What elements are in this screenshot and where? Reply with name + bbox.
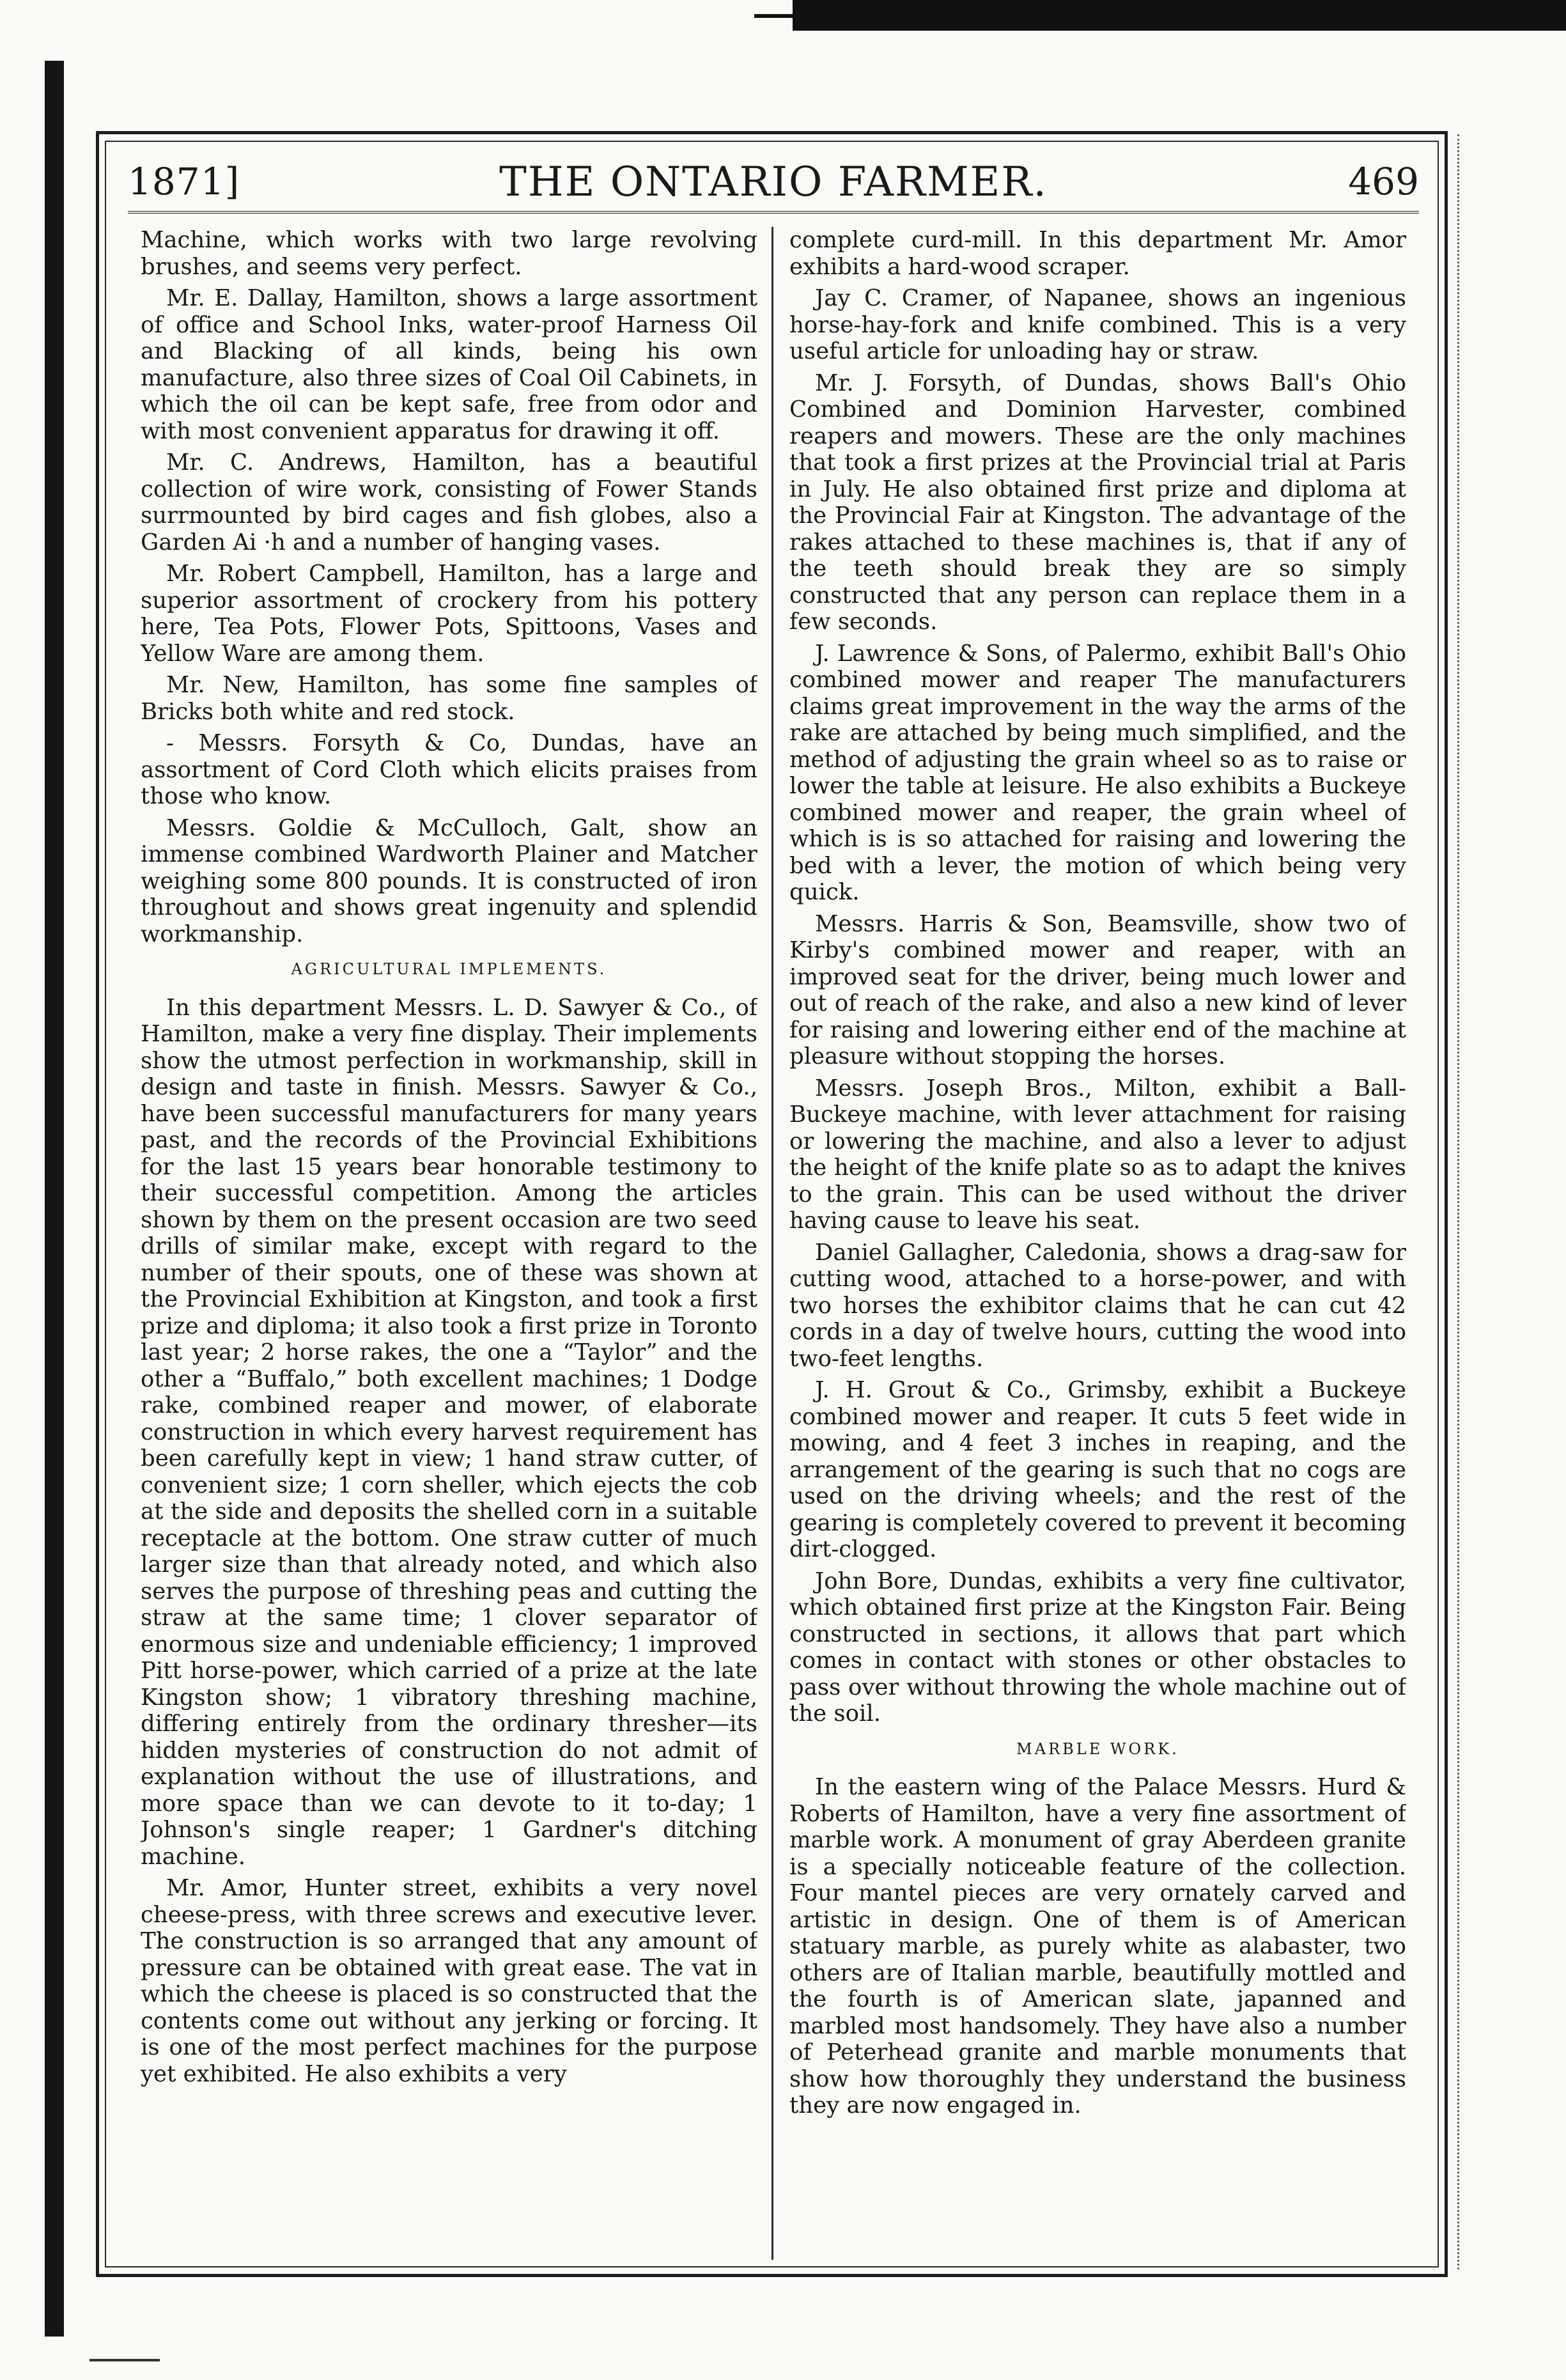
article-paragraph: J. Lawrence & Sons, of Palermo, exhibit Ball's Ohio combined mower and reaper The manufacturers claims great improvement in the way the arms of the rake are attached by being much simplified, and the method of adjusting the grain wheel so as to raise or lower the table at leisure. He also exhibits a Buckeye combined mower and reaper, the grain wheel of which is is so attached for raising and lowering the bed with a lever, the motion of which being very quick. [789,640,1406,905]
article-paragraph: Jay C. Cramer, of Napanee, shows an ingenious horse-hay-fork and knife combined. This is a very useful article for unloading hay or straw. [789,285,1406,364]
perforation-edge [1457,134,1467,2269]
article-paragraph: J. H. Grout & Co., Grimsby, exhibit a Buckeye combined mower and reaper. It cuts 5 feet wide in mowing, and 4 feet 3 inches in reaping, and the arrangement of the gearing is such that no cogs are used on the driving wheels; and the rest of the gearing is completely covered to prevent it becoming dirt-clogged. [789,1377,1406,1562]
section-heading-agricultural-implements: AGRICULTURAL IMPLEMENTS. [291,960,607,978]
article-paragraph: John Bore, Dundas, exhibits a very fine cultivator, which obtained first prize at the Kingston Fair. Being constructed in sections, it allows that part which comes in contact with stones or other obstacles to pass over without throwing the whole machine out of the soil. [789,1567,1406,1727]
article-paragraph: Messrs. Harris & Son, Beamsville, show two of Kirby's combined mower and reaper, with an improved seat for the driver, being much lower and out of reach of the rake, and also a new kind of lever for raising and lowering either end of the machine at pleasure without stopping the horses. [789,910,1406,1069]
article-paragraph: In the eastern wing of the Palace Messrs. Hurd & Roberts of Hamilton, have a very fine assortment of marble work. A monument of gray Aberdeen granite is a specially noticeable feature of the collection. Four mantel pieces are very ornately carved and artistic in design. One of them is of American statuary marble, as purely white as alabaster, two others are of Italian marble, beautifully mottled and the fourth is of American slate, japanned and marbled most handsomely. They have also a number of Peterhead granite and marble monuments that show how thoroughly they understand the business they are now engaged in. [789,1774,1406,2119]
article-paragraph: Daniel Gallagher, Caledonia, shows a drag-saw for cutting wood, attached to a horse-power, and with two horses the exhibitor claims that he can cut 42 cords in a day of twelve hours, cutting the wood into two-feet lengths. [789,1239,1406,1372]
header-year: 1871] [128,160,240,203]
right-column [789,227,1406,2263]
article-continuation: complete curd-mill. In this department Mr. Amor exhibits a hard-wood scraper. [789,227,1406,280]
article-paragraph: Mr. C. Andrews, Hamilton, has a beautiful collection of wire work, consisting of Fower Stands surrmounted by bird cages and fish globes, also a Garden Ai ·h and a number of hanging vases. [141,449,757,556]
article-paragraph: Mr. Robert Campbell, Hamilton, has a large and superior assortment of crockery from his pottery here, Tea Pots, Flower Pots, Spittoons, Vases and Yellow Ware are among them. [141,561,757,667]
column-divider [771,227,773,2260]
section-heading-marble-work: MARBLE WORK. [1016,1739,1179,1758]
article-paragraph: In this department Messrs. L. D. Sawyer & Co., of Hamilton, make a very fine display. Their implements show the utmost perfection in workmanship, skill in design and taste in finish. Messrs. Sawyer & Co., have been successful manufacturers for many years past, and the records of the Provincial Exhibitions for the last 15 years bear honorable testimony to their successful competition. Among the articles shown by them on the present occasion are two seed drills of similar make, except with regard to the number of their spouts, one of these was shown at the Provincial Exhibition at Kingston, and took a first prize and diploma; it also took a first prize in Toronto last year; 2 horse rakes, the one a “Taylor” and the other a “Buffalo,” both excellent machines; 1 Dodge rake, combined reaper and mower, of elaborate construction in which every harvest requirement has been carefully kept in view; 1 hand straw cutter, of convenient size; 1 corn sheller, which ejects the cob at the side and deposits the shelled corn in a suitable receptacle at the bottom. One straw cutter of much larger size than that already noted, and which also serves the purpose of threshing peas and cutting the straw at the same time; 1 clover separator of enormous size and undeniable efficiency; 1 improved Pitt horse-power, which carried of a prize at the late Kingston show; 1 vibratory threshing machine, differing entirely from the ordinary thresher—its hidden mysteries of construction do not admit of explanation without the use of illustrations, and more space than we can devote to it to-day; 1 Johnson's single reaper; 1 Gardner's ditching machine. [141,994,757,1870]
periodical-title: THE ONTARIO FARMER. [499,159,1048,206]
left-column [141,227,757,2263]
scan-top-edge-bar [793,0,1566,31]
article-paragraph: Machine, which works with two large revolving brushes, and seems very perfect. [141,227,757,280]
article-paragraph: Mr. New, Hamilton, has some fine samples of Bricks both white and red stock. [141,672,757,725]
page-number: 469 [1348,160,1419,203]
page-header [128,153,1419,214]
article-paragraph: - Messrs. Forsyth & Co, Dundas, have an assortment of Cord Cloth which elicits praises from those who know. [141,730,757,809]
article-paragraph: Messrs. Goldie & McCulloch, Galt, show an immense combined Wardworth Plainer and Matcher weighing some 800 pounds. It is constructed of iron throughout and shows great ingenuity and splendid workmanship. [141,814,757,947]
article-paragraph: Mr. Amor, Hunter street, exhibits a very novel cheese-press, with three screws and executive lever. The construction is so arranged that any amount of pressure can be obtained with great ease. The vat in which the cheese is placed is so constructed that the contents come out without any jerking or forcing. It is one of the most perfect machines for the purpose yet exhibited. He also exhibits a very [141,1875,757,2087]
scan-bottom-mark [89,2359,160,2361]
article-paragraph: Messrs. Joseph Bros., Milton, exhibit a Ball-Buckeye machine, with lever attachment for raising or lowering the machine, and also a lever to adjust the height of the knife plate so as to adapt the knives to the grain. This can be used without the driver having cause to leave his seat. [789,1075,1406,1234]
page-binding-shadow [45,61,64,2337]
article-paragraph: Mr. J. Forsyth, of Dundas, shows Ball's Ohio Combined and Dominion Harvester, combined reapers and mowers. These are the only machines that took a first prizes at the Provincial trial at Paris in July. He also obtained first prize and diploma at the Provincial Fair at Kingston. The advantage of the rakes attached to these machines is, that if any of the teeth should break they are so simply constructed that any person can replace them in a few seconds. [789,369,1406,635]
article-paragraph: Mr. E. Dallay, Hamilton, shows a large assortment of office and School Inks, water-proof Harness Oil and Blacking of all kinds, being his own manufacture, also three sizes of Coal Oil Cabinets, in which the oil can be kept safe, free from odor and with most convenient apparatus for drawing it off. [141,285,757,444]
